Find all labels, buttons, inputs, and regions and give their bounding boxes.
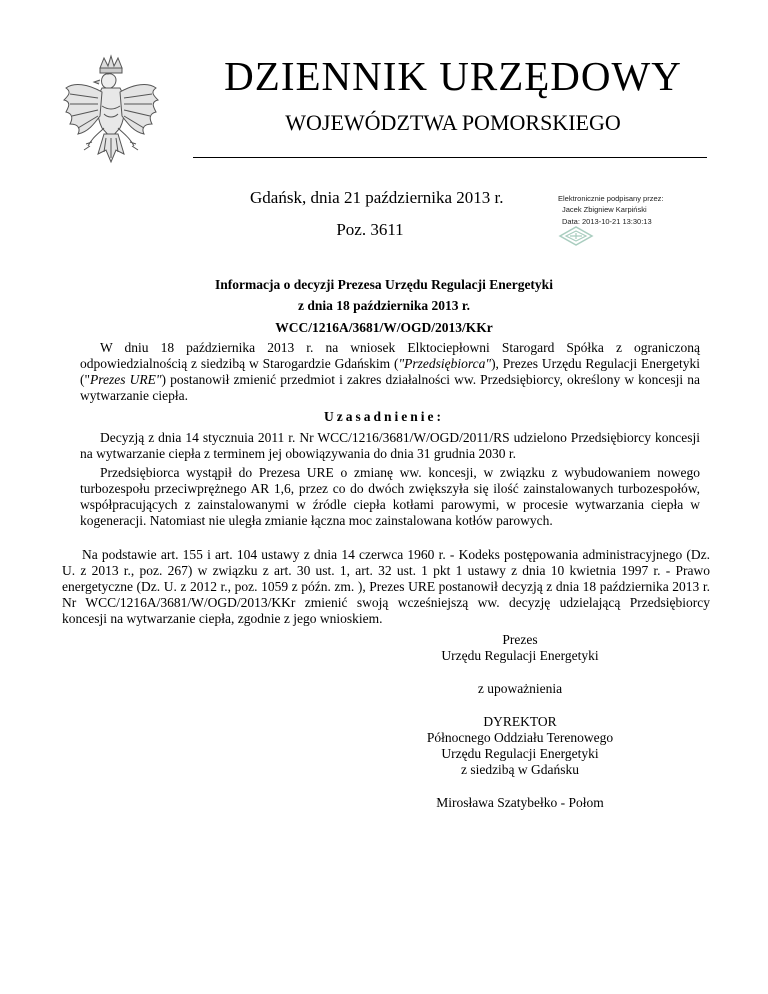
justification-heading: Uzasadnienie: — [324, 409, 444, 424]
position-number: Poz. 3611 — [336, 220, 404, 239]
intro-quote-1: "Przedsiębiorca" — [398, 356, 492, 371]
intro-text-1: W dniu 18 października 2013 r. na wniosek Elktociepłowni Starogard Spółka z ograniczoną odpowiedzialnością z siedzibą w Starogardzie Gdańskim ( — [80, 340, 700, 371]
intro-quote-2: Prezes URE" — [90, 372, 162, 387]
intro-text-3: ) postanowił zmienić przedmiot i zakres działalności ww. Przedsiębiorcy, określony w koncesji na wytwarzanie ciepła. — [80, 372, 700, 403]
intro-paragraph — [80, 340, 700, 404]
signature-department-1: Północnego Oddziału Terenowego — [426, 730, 614, 745]
esign-date: Data: 2013-10-21 13:30:13 — [562, 217, 652, 226]
signature-office-1: Urzędu Regulacji Energetyki — [441, 648, 599, 663]
document-title: Informacja o decyzji Prezesa Urzędu Regulacji Energetyki — [215, 277, 553, 292]
intro-text-2: ), Prezes Urzędu Regulacji Energetyki (" — [80, 356, 700, 387]
polish-eagle-emblem-icon — [62, 54, 160, 172]
gazette-title: DZIENNIK URZĘDOWY — [224, 53, 682, 99]
signature-role-2: DYREKTOR — [483, 714, 557, 729]
signature-role-1: Prezes — [502, 632, 538, 647]
signatory-name: Mirosława Szatybełko - Połom — [436, 795, 604, 810]
electronic-signature-stamp — [558, 193, 748, 245]
signature-authorization: z upoważnienia — [477, 681, 563, 696]
document-date: z dnia 18 października 2013 r. — [297, 298, 470, 313]
signature-mark-icon — [558, 225, 594, 247]
paragraph-3: Na podstawie art. 155 i art. 104 ustawy z dnia 14 czerwca 1960 r. - Kodeks postępowania administracyjnego (Dz. U. z 2013 r., poz. 267) w związku z art. 30 ust. 1, art. 32 ust. 1 pkt 1 ustawy z dnia 10 kwietnia 1997 r. - Prawo energetyczne (Dz. U. z 2012 r., poz. 1059 z późn. zm. ), Prezes URE postanowił decyzją z dnia 18 października 2013 r. Nr WCC/1216A/3681/W/OGD/2013/KKr zmienić swoją wcześniejszą ww. decyzję udzielającą Przedsiębiorcy koncesji na wytwarzanie ciepła, zgodnie z jego wnioskiem. — [62, 547, 710, 626]
signature-department-2: Urzędu Regulacji Energetyki — [441, 746, 599, 761]
place-and-date: Gdańsk, dnia 21 października 2013 r. — [250, 188, 504, 207]
esign-label: Elektronicznie podpisany przez: — [558, 194, 664, 203]
document-reference: WCC/1216A/3681/W/OGD/2013/KKr — [275, 320, 493, 335]
masthead-divider — [193, 157, 707, 158]
gazette-subtitle: WOJEWÓDZTWA POMORSKIEGO — [285, 110, 621, 135]
signature-department-3: z siedzibą w Gdańsku — [460, 762, 580, 777]
paragraph-2: Przedsiębiorca wystąpił do Prezesa URE o zmianę ww. koncesji, w związku z wybudowaniem nowego turbozespołu przeciwprężnego AR 1,6, przez co do dwóch zwiększyła się ilość zainstalowanych turbozespołów, współpracujących z zainstalowanymi w źródle ciepła kotłami parowymi, w procesie wytwarzania ciepła w kogeneracji. Natomiast nie uległa zmianie łączna moc zainstalowana kotłów parowych. — [80, 465, 700, 528]
paragraph-1: Decyzją z dnia 14 stycznuia 2011 r. Nr WCC/1216/3681/W/OGD/2011/RS udzielono Przedsiębiorcy koncesji na wytwarzanie ciepła z terminem jej obowiązywania do dnia 31 grudnia 2030 r. — [80, 430, 700, 461]
esign-signer: Jacek Zbigniew Karpiński — [562, 205, 647, 214]
